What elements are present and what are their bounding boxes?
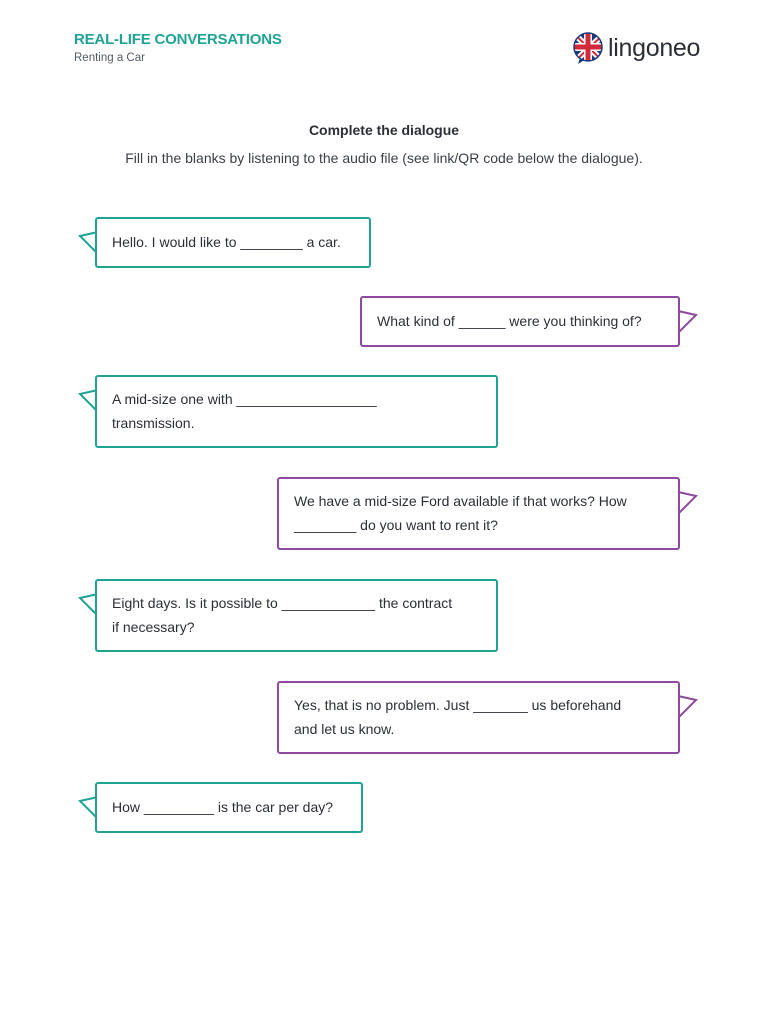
dialogue-bubble-7 xyxy=(95,782,363,833)
dialogue-bubble-6 xyxy=(277,681,680,754)
dialogue-line: Hello. I would like to ________ a car. xyxy=(112,234,341,250)
dialogue-line: and let us know. xyxy=(294,721,395,737)
dialogue-line: if necessary? xyxy=(112,619,195,635)
dialogue-line: What kind of ______ were you thinking of? xyxy=(377,313,642,329)
dialogue-line: transmission. xyxy=(112,415,195,431)
dialogue-line: How _________ is the car per day? xyxy=(112,799,334,815)
dialogue-bubble-5 xyxy=(95,579,498,652)
dialogue-bubble-3 xyxy=(95,375,498,448)
dialogue-line: Yes, that is no problem. Just _______ us beforehand xyxy=(294,697,622,713)
dialogue-bubble-1 xyxy=(95,217,371,268)
dialogue-line: ________ do you want to rent it? xyxy=(294,517,498,533)
dialogue-line: A mid-size one with __________________ xyxy=(112,391,377,407)
header-subtitle: Renting a Car xyxy=(74,52,145,64)
dialogue-line: Eight days. Is it possible to ____________ the contract xyxy=(112,595,453,611)
exercise-instructions: Fill in the blanks by listening to the audio file (see link/QR code below the dialogue). xyxy=(125,150,643,166)
header-title: REAL-LIFE CONVERSATIONS xyxy=(74,31,282,48)
dialogue-line: We have a mid-size Ford available if that works? How xyxy=(294,493,627,509)
lingoneo-logo xyxy=(572,32,700,64)
exercise-heading: Complete the dialogue xyxy=(308,122,460,138)
uk-flag-speech-bubble-icon xyxy=(572,32,606,64)
dialogue-bubble-4 xyxy=(277,477,680,550)
dialogue-bubble-2 xyxy=(360,296,680,347)
logo-text: lingoneo xyxy=(608,33,701,62)
